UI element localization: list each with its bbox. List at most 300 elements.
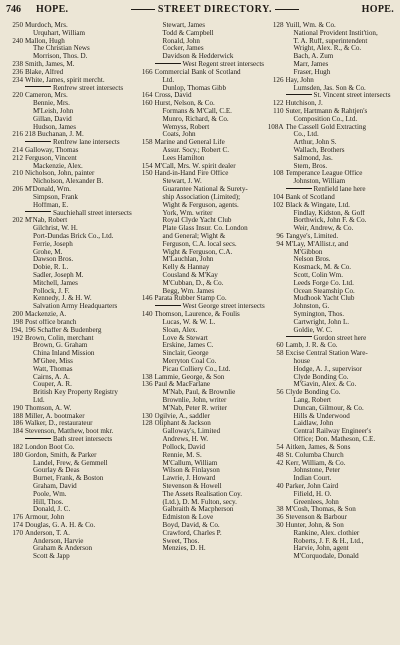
occupant-name: Munro, Richard, & Co. (162, 115, 229, 123)
directory-entry (267, 499, 395, 507)
house-number: 154 (141, 162, 153, 170)
directory-entry (6, 233, 134, 241)
occupant-name: and General; Wight & (162, 232, 226, 240)
directory-entry (136, 538, 265, 546)
directory-entry (267, 256, 395, 264)
directory-entry (136, 217, 265, 225)
occupant-name: Bach, A. Zum (293, 53, 334, 61)
directory-entry (136, 53, 265, 61)
occupant-name: Mudhook Yacht Club (293, 295, 355, 303)
directory-entry (267, 553, 395, 561)
cross-street-label: Bath street intersects (53, 436, 113, 444)
directory-entry (267, 342, 395, 350)
occupant-name: Paul & MacFarlane (154, 381, 211, 389)
cross-street-text (6, 139, 134, 147)
occupant-name: Cartwright, John L. (293, 318, 350, 326)
directory-entry (267, 436, 395, 444)
directory-entry (267, 147, 395, 155)
cross-street-text (267, 92, 395, 100)
occupant-name: Rankine, Alex. clothier (293, 529, 360, 537)
directory-entry (267, 139, 395, 147)
occupant-name: M'Cubban, D., & Co. (162, 279, 224, 287)
occupant-name: Lammie, George, & Son (154, 373, 225, 381)
directory-entry (6, 256, 134, 264)
directory-entry (136, 374, 265, 382)
house-number: 186 (12, 420, 23, 428)
directory-entry (136, 116, 265, 124)
occupant-name: Dunlop, Thomas Gibb (162, 84, 227, 92)
directory-entry (267, 249, 395, 257)
cross-street-label: West George street intersects (182, 303, 265, 311)
directory-entry (136, 514, 265, 522)
directory-entry (267, 514, 395, 522)
directory-entry (136, 452, 265, 460)
directory-entry (267, 30, 395, 38)
directory-entry (136, 233, 265, 241)
occupant-name: Scott, Colin Wm. (293, 272, 344, 279)
directory-entry (6, 22, 134, 30)
directory-entry (6, 506, 134, 514)
directory-entry (6, 428, 134, 436)
occupant-name: Coats, John (162, 131, 196, 139)
occupant-name: Goldie, W. C. (293, 326, 333, 334)
directory-entry (267, 413, 395, 421)
directory-entry (267, 405, 395, 413)
directory-entry (6, 452, 134, 460)
directory-entry (6, 38, 134, 46)
occupant-name: Lang, Robert (293, 397, 331, 404)
house-number: 138 (141, 373, 153, 381)
occupant-name: The Christian News (33, 45, 90, 53)
directory-entry (267, 327, 395, 335)
occupant-name: Galloway, Thomas (25, 147, 79, 154)
house-number: 140 (141, 311, 153, 319)
occupant-name: Oliphant & Jackson (154, 420, 211, 428)
occupant-name: M'Donald, Wm. (25, 186, 71, 194)
occupant-name: Stevenson, Matthew, boot mkr. (25, 428, 114, 436)
occupant-name: Watt, Thomas (33, 365, 73, 373)
directory-entry (136, 506, 265, 514)
occupant-name: Hill, Thos. (33, 498, 64, 506)
directory-entry (136, 288, 265, 296)
occupant-name: Ocean Steamship Co. (293, 287, 355, 295)
occupant-name: Nelson Bros. (293, 256, 331, 264)
house-number: 184 (12, 428, 23, 436)
house-number: 192 (12, 334, 23, 342)
cross-street-text (267, 186, 395, 194)
occupant-name: M'Nab, Robert (25, 217, 68, 225)
occupant-name: Royal Clyde Yacht Club (162, 217, 232, 225)
occupant-name: Yuill, Wm. & Co. (285, 22, 336, 29)
directory-entry (267, 225, 395, 233)
occupant-name: Borthwick, John F. & Co. (293, 217, 367, 225)
directory-entry (6, 264, 134, 272)
house-number: 122 (272, 100, 284, 108)
house-number: 200 (12, 311, 23, 319)
house-number: 188 (12, 412, 23, 420)
occupant-name: Ferrie, Joseph (33, 240, 73, 248)
directory-entry (267, 303, 395, 311)
directory-entry (136, 405, 265, 413)
directory-entry (6, 553, 134, 561)
house-number: 170 (12, 529, 23, 537)
directory-entry (136, 163, 265, 171)
directory-entry (6, 389, 134, 397)
occupant-name: M'Nab, Peter R. writer (162, 404, 228, 412)
directory-entry (6, 366, 134, 374)
house-number: 164 (141, 92, 153, 100)
house-number: 40 (276, 482, 284, 490)
occupant-name: Douglas, G. A. H. & Co. (25, 522, 96, 529)
directory-entry (267, 452, 395, 460)
directory-entry (6, 538, 134, 546)
occupant-name: Commercial Bank of Scotland (154, 68, 241, 76)
directory-entry (136, 124, 265, 132)
occupant-name: Fraser, Hugh (293, 68, 331, 76)
directory-entry (136, 77, 265, 85)
occupant-name: Walker, D., restaurateur (25, 420, 93, 428)
header-title (68, 4, 361, 15)
directory-entry (6, 467, 134, 475)
occupant-name: Johnston, William (293, 178, 346, 186)
directory-entry (267, 538, 395, 546)
house-number: 176 (12, 514, 23, 522)
directory-entry (6, 444, 134, 452)
dash-rule (25, 86, 51, 87)
directory-entry (267, 45, 395, 53)
directory-entry (267, 491, 395, 499)
cross-street-row (6, 139, 134, 147)
directory-entry (6, 311, 134, 319)
occupant-name: Findlay, Kidston, & Goff (293, 209, 365, 217)
directory-entry (267, 319, 395, 327)
occupant-name: Office; Don. Matheson, C.E. (293, 436, 376, 444)
occupant-name: Assur. Socy.; Robert C. (162, 147, 230, 154)
directory-entry (136, 131, 265, 139)
house-number: 202 (12, 217, 23, 225)
occupant-name: Excise Central Station Ware- (285, 350, 368, 358)
house-number: 150 (141, 170, 153, 178)
occupant-name: National Provident Instit'tion, (293, 29, 378, 37)
directory-entry (136, 483, 265, 491)
directory-entry (267, 170, 395, 178)
house-number: 104 (272, 193, 284, 201)
directory-entry (6, 77, 134, 85)
directory-entry (267, 506, 395, 514)
house-number: 94 (276, 240, 284, 248)
directory-entry (267, 545, 395, 553)
cross-street-label: Sauchiehall street intersects (53, 209, 132, 217)
directory-entry (136, 389, 265, 397)
directory-entry (267, 358, 395, 366)
house-number: 128 (141, 420, 153, 428)
directory-entry (136, 467, 265, 475)
directory-entry (6, 514, 134, 522)
directory-entry (267, 311, 395, 319)
directory-entry (136, 186, 265, 194)
occupant-name: Stevenson & Howell (162, 482, 222, 490)
dash-rule (155, 63, 181, 64)
occupant-name: Co., Ltd. (293, 131, 319, 139)
occupant-name: Galloway's, Limited (162, 428, 221, 436)
occupant-name: Sinclair, George (162, 350, 209, 358)
occupant-name: Wight & Ferguson, agents. (162, 201, 239, 209)
occupant-name: Salvation Army Headquarters (33, 303, 118, 311)
occupant-name: Arthur, John S. (293, 139, 337, 147)
occupant-name: Wright, Alex. R., & Co. (293, 45, 362, 53)
occupant-name: Gillan, David (33, 115, 72, 123)
occupant-name: Ferguson, C.A. local secs. (162, 240, 237, 248)
directory-entry (136, 139, 265, 147)
occupant-name: M'Gibbon (293, 248, 323, 256)
house-number: 36 (276, 514, 284, 522)
occupant-name: Kelly & Hannay (162, 264, 210, 272)
occupant-name: Thomson, Laurence, & Foulis (154, 311, 240, 319)
directory-entry (136, 38, 265, 46)
directory-entry (136, 342, 265, 350)
occupant-name: Cairns, A. A. (33, 373, 70, 381)
house-number: 214 (12, 147, 23, 154)
cross-street-text (6, 436, 134, 444)
occupant-name: Johnston, G. (293, 303, 330, 311)
house-number: 190 (12, 404, 23, 412)
occupant-name: Picau Colliery Co., Ltd. (162, 365, 231, 373)
directory-entry (6, 131, 134, 139)
occupant-name: ship Association (Limited); (162, 193, 241, 201)
directory-entry (6, 69, 134, 77)
occupant-name: Wallach, Brothers (293, 147, 345, 154)
directory-entry (267, 467, 395, 475)
directory-entry (267, 374, 395, 382)
directory-entry (136, 92, 265, 100)
header-street-right: HOPE. (361, 4, 394, 15)
house-number: 130 (141, 412, 153, 420)
occupant-name: The Assets Realisation Coy. (162, 490, 243, 498)
occupant-name: Hutchison, J. (285, 100, 323, 108)
directory-entry (6, 163, 134, 171)
directory-entry (267, 116, 395, 124)
occupant-name: Pollock, J. F. (33, 287, 70, 295)
occupant-name: China Inland Mission (33, 350, 95, 358)
directory-entry (267, 100, 395, 108)
directory-entry (6, 420, 134, 428)
directory-entry (267, 155, 395, 163)
house-number: 174 (12, 522, 23, 529)
header-street-left: HOPE. (36, 4, 69, 15)
occupant-name: Kennedy, J. & H. W. (33, 295, 92, 303)
directory-entry (267, 460, 395, 468)
directory-entry (136, 170, 265, 178)
directory-entry (136, 100, 265, 108)
house-number: 250 (12, 22, 23, 29)
directory-entry (136, 280, 265, 288)
house-number: 206 (12, 186, 23, 194)
directory-entry (6, 288, 134, 296)
occupant-name: Miller, A. bootmaker (25, 412, 85, 420)
directory-entry (136, 30, 265, 38)
directory-entry (6, 530, 134, 538)
cross-street-label: St. Vincent street intersects (313, 92, 391, 100)
page-number: 746 (6, 4, 21, 15)
directory-entry (6, 350, 134, 358)
occupant-name: Hudson, James (33, 123, 76, 131)
directory-entry (136, 413, 265, 421)
directory-entry (6, 374, 134, 382)
dash-rule (25, 438, 51, 439)
page-header (6, 4, 394, 18)
occupant-name: Post office branch (25, 318, 77, 326)
house-number: 158 (141, 139, 153, 147)
occupant-name: M'Cosh, Thomas, & Son (285, 506, 356, 514)
directory-entry (136, 366, 265, 374)
directory-entry (136, 155, 265, 163)
directory-entry (6, 61, 134, 69)
house-number: 58 (276, 350, 284, 358)
occupant-name: M'Callum, William (162, 459, 218, 467)
directory-entry (136, 522, 265, 530)
occupant-name: M'Ghee, Miss (33, 357, 73, 365)
directory-entry (267, 38, 395, 46)
occupant-name: Salmond, Jas. (293, 154, 333, 162)
cross-street-row (6, 436, 134, 444)
directory-columns (6, 22, 394, 561)
directory-entry (6, 335, 134, 343)
directory-entry (6, 45, 134, 53)
directory-entry (267, 272, 395, 280)
cross-street-label: West Regent street intersects (182, 61, 265, 69)
occupant-name: Landel, Frew, & Gemmell (33, 459, 108, 467)
occupant-name: Parker, John Caird (285, 482, 339, 490)
occupant-name: Leeds Forge Co. Ltd. (293, 279, 354, 287)
directory-entry (267, 444, 395, 452)
occupant-name: Hodge, A. J., supervisor (293, 365, 362, 373)
occupant-name: Guarantee National & Surety- (162, 186, 248, 194)
directory-entry (267, 381, 395, 389)
house-number: 160 (141, 100, 153, 108)
directory-entry (136, 22, 265, 30)
occupant-name: Cross, David (154, 92, 192, 100)
house-number: 54 (276, 443, 284, 451)
directory-entry (136, 428, 265, 436)
directory-entry (267, 124, 395, 132)
directory-entry (267, 131, 395, 139)
occupant-name: Sloan, Alex. (162, 326, 198, 334)
cross-street-row (136, 61, 265, 69)
occupant-name: Gourlay & Deas (33, 467, 80, 475)
occupant-name: Lumsden, Jas. Son & Co. (293, 84, 366, 92)
occupant-name: Andrews, H. W. (162, 436, 209, 444)
occupant-name: Pollock, David (162, 443, 206, 451)
directory-entry (6, 116, 134, 124)
occupant-name: T. A. Ruff, superintendent (293, 37, 368, 45)
directory-entry (6, 327, 134, 335)
occupant-name: Nicholson, John, painter (25, 170, 95, 178)
house-number: 220 (12, 92, 23, 100)
directory-entry (6, 147, 134, 155)
directory-entry (267, 428, 395, 436)
directory-entry (6, 295, 134, 303)
directory-entry (6, 405, 134, 413)
occupant-name: Stewart, James (162, 22, 206, 29)
directory-entry (136, 178, 265, 186)
occupant-name: Dawson Bros. (33, 256, 74, 264)
occupant-name: Suter, Hartmann & Rahtjen's (285, 107, 368, 115)
occupant-name: Composition Co., Ltd. (293, 115, 358, 123)
dash-rule (25, 211, 51, 212)
occupant-name: Hunter, John, & Son (285, 522, 344, 529)
occupant-name: Mackenzie, A. (25, 311, 67, 319)
occupant-name: Gilchrist, W. H. (33, 225, 78, 233)
occupant-name: Ltd. (33, 397, 45, 404)
occupant-name: Grohe, M. (33, 248, 63, 256)
house-number: 136 (141, 381, 153, 389)
occupant-name: Marine and General Life (154, 139, 225, 147)
occupant-name: Anderson, Harvie (33, 537, 84, 545)
occupant-name: Temperance League Office (285, 170, 363, 178)
occupant-name: Mackenzie, Alex. (33, 162, 83, 170)
occupant-name: British Key Property Registry (33, 389, 118, 397)
directory-entry (136, 460, 265, 468)
directory-entry (136, 272, 265, 280)
directory-entry (267, 210, 395, 218)
occupant-name: Harvie, John, agent (293, 545, 349, 553)
directory-entry (6, 241, 134, 249)
occupant-name: Gordon, Smith, & Parker (25, 451, 97, 459)
directory-entry (6, 499, 134, 507)
directory-entry (6, 272, 134, 280)
occupant-name: Cameron, Mrs. (25, 92, 68, 100)
house-number: 166 (141, 68, 153, 76)
house-number: 110 (273, 107, 284, 115)
occupant-name: Roberts, J. F. & H., Ltd., (293, 537, 364, 545)
occupant-name: Formans & M'Call, C.E. (162, 107, 232, 115)
directory-entry (136, 295, 265, 303)
cross-street-row (267, 186, 395, 194)
cross-street-label: Gordon street here (313, 334, 367, 342)
directory-entry (6, 178, 134, 186)
occupant-name: house (293, 357, 311, 365)
directory-entry (136, 45, 265, 53)
occupant-name: Kosmack, M. & Co. (293, 264, 352, 272)
directory-entry (267, 194, 395, 202)
house-number: 210 (12, 170, 23, 178)
occupant-name: Morrison, Thos. D. (33, 53, 88, 61)
directory-column-1 (6, 22, 134, 561)
directory-entry (6, 381, 134, 389)
directory-entry (267, 202, 395, 210)
directory-entry (6, 491, 134, 499)
occupant-name: Love & Stewart (162, 334, 208, 342)
house-number: 56 (276, 389, 284, 397)
directory-entry (267, 522, 395, 530)
occupant-name: Hoffman, E. (33, 201, 69, 209)
occupant-name: Edmiston & Love (162, 514, 214, 522)
occupant-name: Central Railway Engineer's (293, 428, 372, 436)
directory-entry (136, 311, 265, 319)
occupant-name: Ronald, John (162, 37, 200, 45)
directory-column-3 (267, 22, 395, 561)
directory-entry (267, 420, 395, 428)
dash-rule (286, 336, 312, 337)
directory-entry (6, 460, 134, 468)
occupant-name: Menzies, D. H. (162, 545, 206, 553)
house-number: 236 (12, 68, 23, 76)
house-number: 198 (12, 318, 23, 326)
occupant-name: Begg, Wm. James (162, 287, 214, 295)
house-number: 182 (12, 443, 23, 451)
directory-entry (6, 475, 134, 483)
house-number: 180 (12, 451, 23, 459)
